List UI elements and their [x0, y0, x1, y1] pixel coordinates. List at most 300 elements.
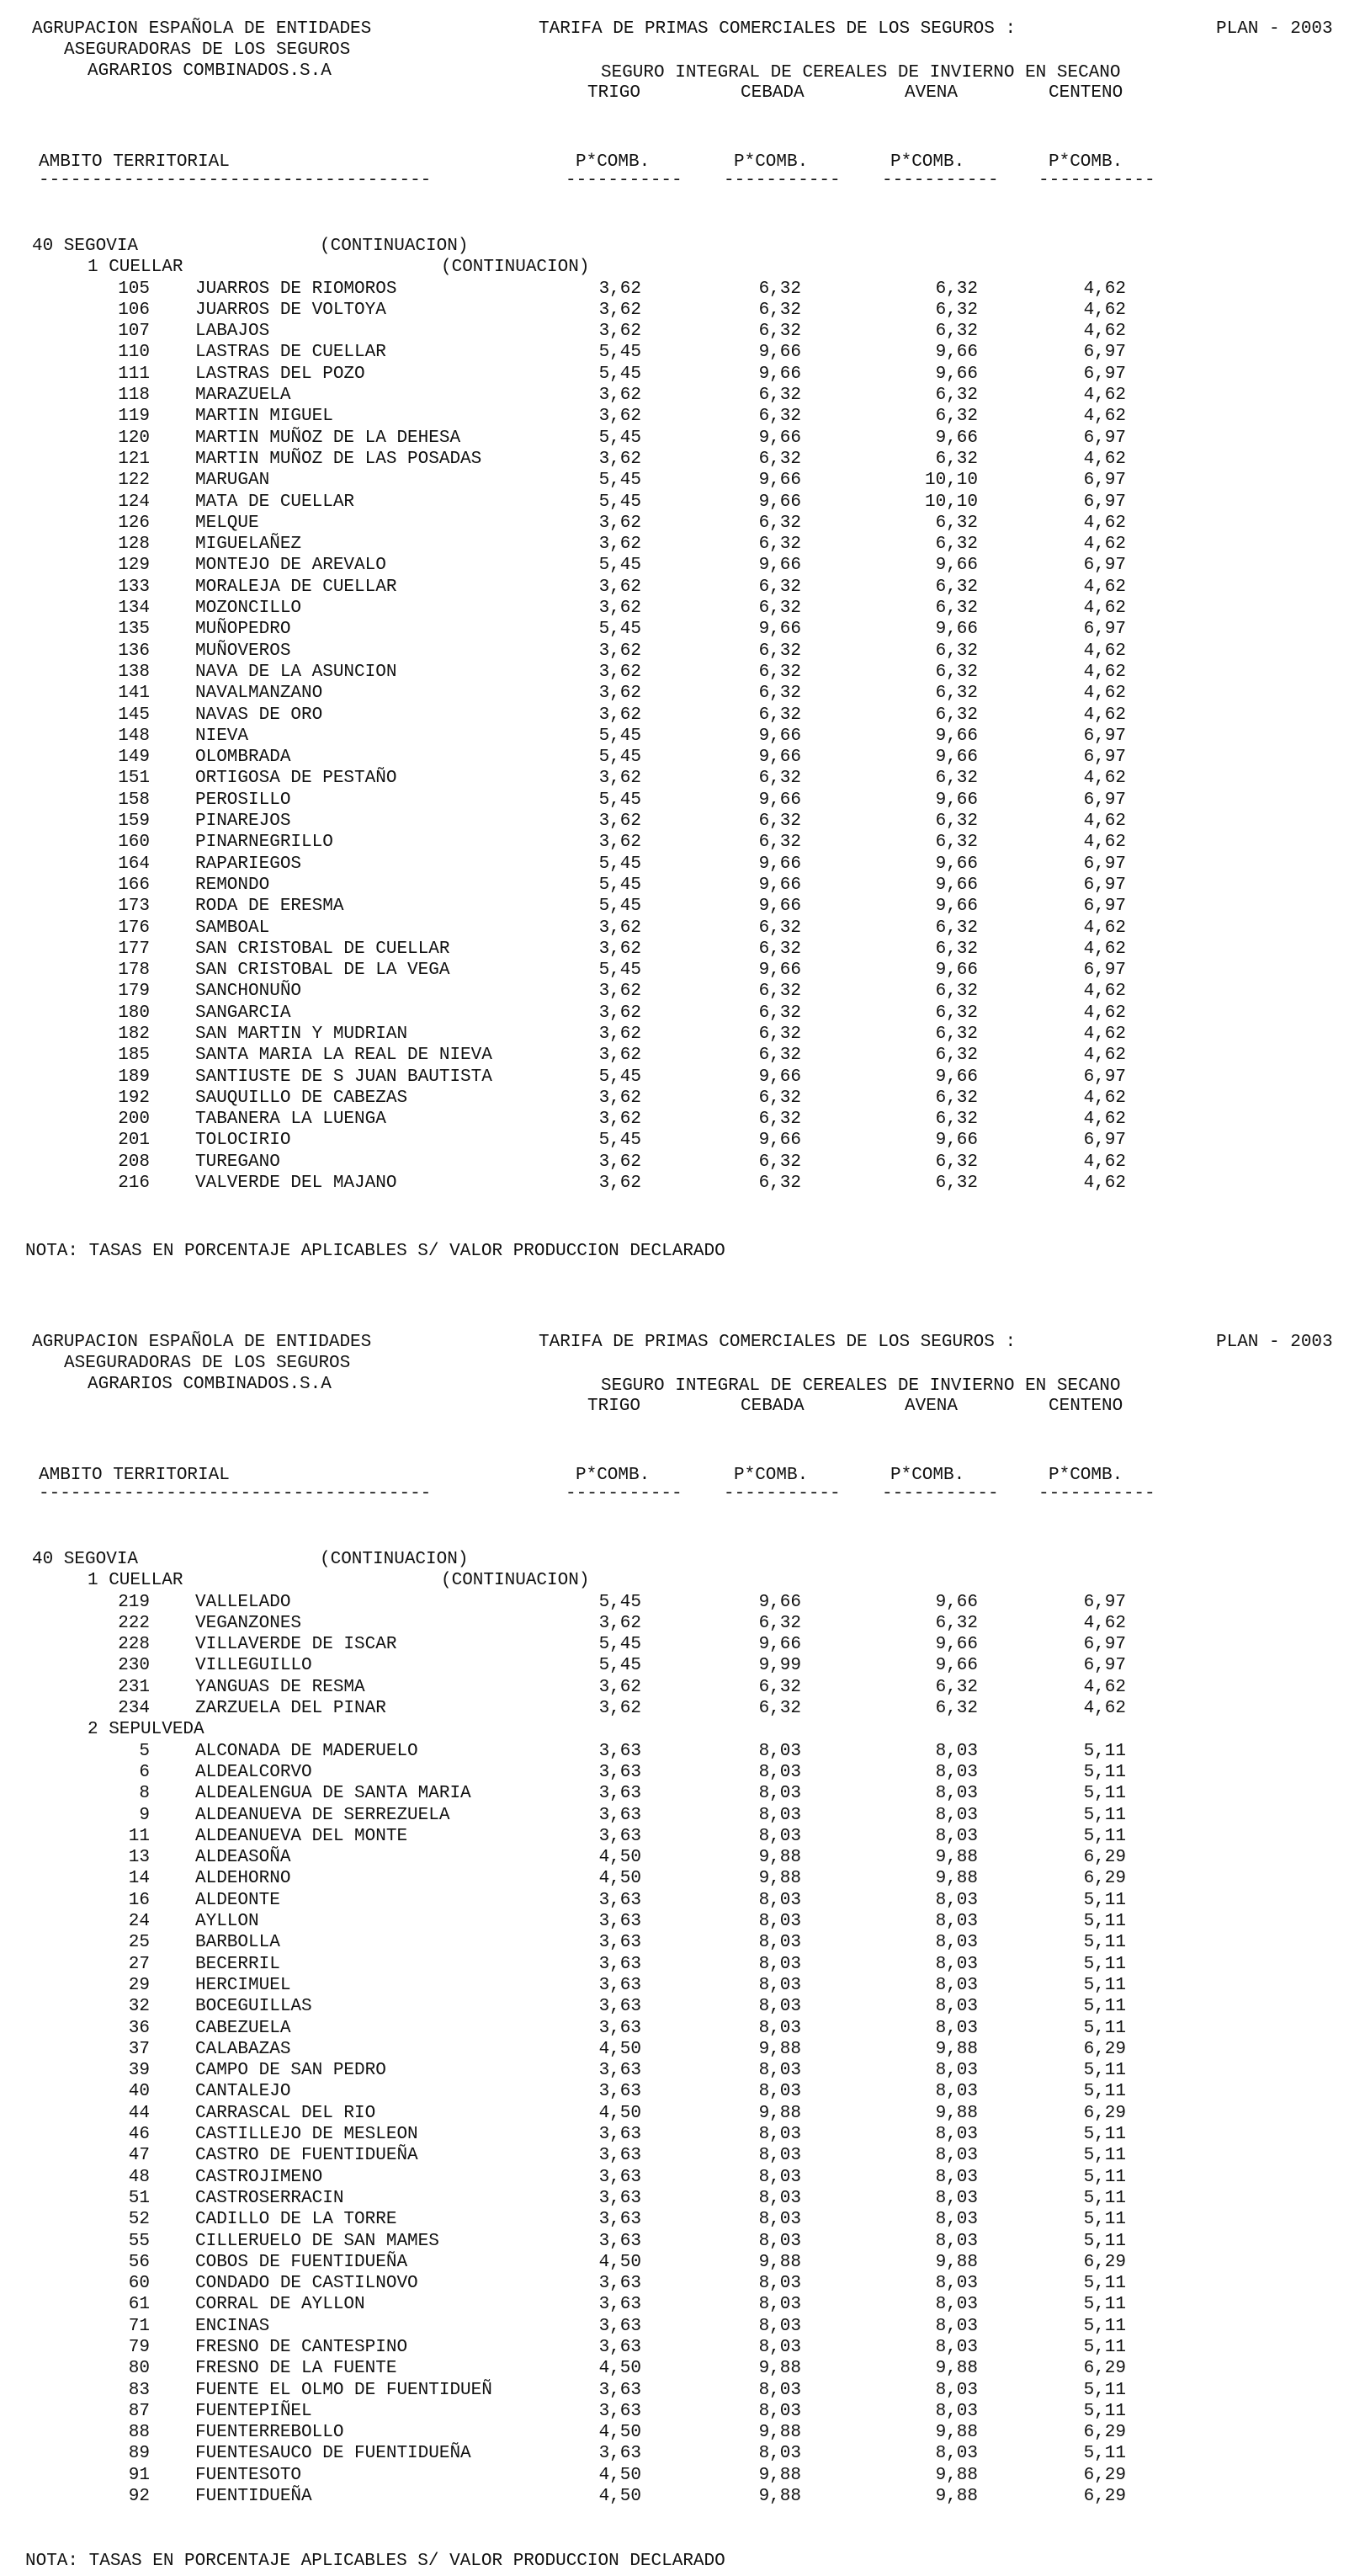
rate-avena: 8,03 [935, 2444, 978, 2464]
municipality-name: VILLAVERDE DE ISCAR [195, 1635, 397, 1655]
rate-trigo: 3,63 [598, 2082, 641, 2102]
rate-centeno: 4,62 [1083, 1110, 1126, 1130]
rate-avena: 6,32 [935, 1677, 978, 1697]
municipality-name: RAPARIEGOS [195, 854, 302, 874]
municipality-code: 105 [118, 279, 150, 299]
municipality-name: FUENTEPIÑEL [195, 2401, 312, 2421]
footnote: NOTA: TASAS EN PORCENTAJE APLICABLES S/ VALOR PRODUCCION DECLARADO [25, 2552, 725, 2571]
rate-cebada: 8,03 [758, 1933, 801, 1953]
table-row [0, 1868, 1365, 1889]
municipality-code: 6 [139, 1762, 150, 1782]
rate-avena: 9,66 [935, 1635, 978, 1655]
table-row [0, 2081, 1365, 2102]
table-row [0, 768, 1365, 789]
rate-trigo: 3,62 [598, 1677, 641, 1697]
crop-header-cebada: CEBADA [741, 83, 805, 103]
rate-avena: 6,32 [935, 449, 978, 469]
rate-cebada: 9,66 [758, 1635, 801, 1655]
rate-cebada: 8,03 [758, 2082, 801, 2102]
municipality-name: MUÑOVEROS [195, 641, 291, 661]
municipality-name: MARTIN MIGUEL [195, 407, 333, 427]
rate-avena: 9,66 [935, 897, 978, 917]
rate-avena: 6,32 [935, 1024, 978, 1044]
municipality-name: ALDEONTE [195, 1890, 280, 1910]
region-name: 2 SEPULVEDA [88, 1720, 204, 1740]
rate-avena: 8,03 [935, 2125, 978, 2145]
table-row [0, 2401, 1365, 2422]
rate-cebada: 9,88 [758, 1869, 801, 1889]
rate-centeno: 6,97 [1083, 854, 1126, 874]
header-rule: ----------- [724, 1484, 841, 1504]
rate-avena: 6,32 [935, 407, 978, 427]
rate-avena: 9,66 [935, 748, 978, 768]
rate-trigo: 3,62 [598, 1174, 641, 1194]
rate-avena: 8,03 [935, 1954, 978, 1974]
municipality-name: BOCEGUILLAS [195, 1997, 312, 2017]
rate-centeno: 5,11 [1083, 1954, 1126, 1974]
rate-avena: 9,66 [935, 875, 978, 895]
table-row [0, 2358, 1365, 2379]
rate-trigo: 3,62 [598, 1088, 641, 1108]
crop-header-centeno: CENTENO [1049, 1397, 1123, 1416]
tariff-page-2 [0, 1313, 1365, 2576]
rate-trigo: 3,62 [598, 982, 641, 1002]
rate-trigo: 3,63 [598, 2380, 641, 2400]
rate-avena: 9,66 [935, 726, 978, 746]
municipality-name: MUÑOPEDRO [195, 620, 291, 640]
rate-avena: 9,66 [935, 1131, 978, 1151]
region-row [0, 1719, 1365, 1740]
table-row [0, 2039, 1365, 2060]
table-row [0, 2294, 1365, 2315]
table-row [0, 2209, 1365, 2230]
rate-trigo: 3,62 [598, 812, 641, 832]
municipality-name: COBOS DE FUENTIDUEÑA [195, 2252, 408, 2272]
municipality-code: 71 [128, 2316, 150, 2336]
municipality-code: 159 [118, 812, 150, 832]
rate-centeno: 4,62 [1083, 982, 1126, 1002]
rate-centeno: 5,11 [1083, 1933, 1126, 1953]
rate-cebada: 9,66 [758, 471, 801, 491]
table-row [0, 960, 1365, 981]
rate-centeno: 4,62 [1083, 449, 1126, 469]
rate-cebada: 6,32 [758, 1152, 801, 1172]
rate-cebada: 8,03 [758, 1826, 801, 1846]
table-row [0, 2273, 1365, 2294]
municipality-name: BECERRIL [195, 1954, 280, 1974]
municipality-name: REMONDO [195, 875, 270, 895]
rate-centeno: 5,11 [1083, 1784, 1126, 1804]
rate-centeno: 6,29 [1083, 1869, 1126, 1889]
rate-cebada: 8,03 [758, 2316, 801, 2336]
rate-trigo: 3,62 [598, 1613, 641, 1633]
rate-cebada: 8,03 [758, 2188, 801, 2208]
rate-centeno: 5,11 [1083, 2188, 1126, 2208]
rate-trigo: 5,45 [598, 1592, 641, 1612]
rate-avena: 8,03 [935, 2401, 978, 2421]
rate-centeno: 5,11 [1083, 2401, 1126, 2421]
municipality-code: 27 [128, 1954, 150, 1974]
municipality-name: MELQUE [195, 513, 259, 533]
rate-trigo: 4,50 [598, 2487, 641, 2507]
municipality-name: ALCONADA DE MADERUELO [195, 1741, 418, 1761]
rate-avena: 6,32 [935, 641, 978, 661]
table-row [0, 1954, 1365, 1975]
rate-trigo: 5,45 [598, 556, 641, 576]
rate-centeno: 4,62 [1083, 684, 1126, 704]
rate-centeno: 6,29 [1083, 2039, 1126, 2059]
rate-avena: 8,03 [935, 2061, 978, 2081]
plan-label: PLAN - 2003 [1216, 1333, 1333, 1352]
header-rule: ----------- [882, 1484, 999, 1504]
municipality-name: MONTEJO DE AREVALO [195, 556, 386, 576]
col-header-pcomb: P*COMB. [734, 152, 809, 172]
municipality-code: 119 [118, 407, 150, 427]
rate-trigo: 3,63 [598, 2295, 641, 2315]
rate-cebada: 9,88 [758, 2103, 801, 2123]
rate-cebada: 6,32 [758, 513, 801, 533]
rate-cebada: 6,32 [758, 322, 801, 342]
table-row [0, 1762, 1365, 1783]
municipality-name: SAUQUILLO DE CABEZAS [195, 1088, 408, 1108]
rate-avena: 9,66 [935, 556, 978, 576]
insurance-subtitle: SEGURO INTEGRAL DE CEREALES DE INVIERNO EN SECANO [601, 63, 1121, 82]
municipality-code: 44 [128, 2103, 150, 2123]
rate-trigo: 3,63 [598, 2337, 641, 2357]
municipality-name: MARUGAN [195, 471, 270, 491]
rate-centeno: 5,11 [1083, 2146, 1126, 2166]
ambito-territorial-header: AMBITO TERRITORIAL [39, 1466, 230, 1485]
rate-cebada: 6,32 [758, 1046, 801, 1066]
rate-cebada: 8,03 [758, 2295, 801, 2315]
rate-avena: 9,88 [935, 2423, 978, 2443]
rate-cebada: 8,03 [758, 2401, 801, 2421]
municipality-code: 166 [118, 875, 150, 895]
table-row [0, 918, 1365, 939]
rate-centeno: 6,97 [1083, 364, 1126, 384]
rate-centeno: 5,11 [1083, 2231, 1126, 2251]
municipality-code: 216 [118, 1174, 150, 1194]
rate-cebada: 6,32 [758, 577, 801, 597]
rate-centeno: 6,97 [1083, 897, 1126, 917]
rate-trigo: 5,45 [598, 343, 641, 363]
municipality-code: 11 [128, 1826, 150, 1846]
rate-trigo: 3,62 [598, 939, 641, 959]
rate-avena: 6,32 [935, 684, 978, 704]
table-row [0, 1088, 1365, 1109]
rate-cebada: 6,32 [758, 407, 801, 427]
col-header-pcomb: P*COMB. [890, 152, 965, 172]
rate-trigo: 3,63 [598, 2146, 641, 2166]
municipality-name: FUENTERREBOLLO [195, 2423, 344, 2443]
table-row [0, 1173, 1365, 1194]
table-row [0, 577, 1365, 598]
municipality-code: 106 [118, 300, 150, 320]
rate-trigo: 3,62 [598, 1024, 641, 1044]
rate-centeno: 6,97 [1083, 471, 1126, 491]
rate-avena: 9,88 [935, 2487, 978, 2507]
table-row [0, 1152, 1365, 1173]
rate-cebada: 6,32 [758, 769, 801, 789]
rate-centeno: 4,62 [1083, 705, 1126, 725]
rate-trigo: 3,63 [598, 2125, 641, 2145]
municipality-name: NAVAS DE ORO [195, 705, 323, 725]
rate-avena: 10,10 [924, 492, 978, 512]
rate-centeno: 6,29 [1083, 2252, 1126, 2272]
table-row [0, 2380, 1365, 2401]
municipality-name: VILLEGUILLO [195, 1656, 312, 1676]
table-row [0, 2188, 1365, 2209]
municipality-code: 9 [139, 1805, 150, 1825]
header-rule: ----------- [1038, 1484, 1155, 1504]
document-title: TARIFA DE PRIMAS COMERCIALES DE LOS SEGUROS : [539, 19, 1017, 39]
rate-avena: 9,88 [935, 2039, 978, 2059]
rate-trigo: 3,63 [598, 1741, 641, 1761]
crop-header-avena: AVENA [905, 1397, 959, 1416]
municipality-name: SANTIUSTE DE S JUAN BAUTISTA [195, 1067, 492, 1087]
rate-cebada: 9,66 [758, 620, 801, 640]
table-row [0, 1932, 1365, 1953]
rate-cebada: 6,32 [758, 833, 801, 853]
rate-trigo: 4,50 [598, 2359, 641, 2379]
tariff-page-1 [0, 0, 1365, 1263]
rate-cebada: 6,32 [758, 1088, 801, 1108]
rate-trigo: 3,62 [598, 1699, 641, 1719]
municipality-name: LABAJOS [195, 322, 270, 342]
rate-trigo: 3,62 [598, 535, 641, 555]
rate-cebada: 9,66 [758, 961, 801, 981]
rate-centeno: 4,62 [1083, 577, 1126, 597]
municipality-name: ALDEALCORVO [195, 1762, 312, 1782]
rate-trigo: 3,62 [598, 662, 641, 682]
municipality-name: CADILLO DE LA TORRE [195, 2210, 397, 2230]
rate-centeno: 5,11 [1083, 1762, 1126, 1782]
rate-cebada: 9,66 [758, 1131, 801, 1151]
header-rule: ------------------------------------- [39, 171, 432, 190]
municipality-name: MARTIN MUÑOZ DE LAS POSADAS [195, 449, 482, 469]
col-header-pcomb: P*COMB. [1049, 1466, 1123, 1485]
rate-avena: 8,03 [935, 2188, 978, 2208]
table-row [0, 641, 1365, 662]
municipality-name: NAVALMANZANO [195, 684, 323, 704]
municipality-code: 230 [118, 1656, 150, 1676]
province-name: 40 SEGOVIA [32, 237, 139, 256]
region-name: 1 CUELLAR [88, 258, 183, 278]
table-row [0, 1698, 1365, 1719]
municipality-code: 149 [118, 748, 150, 768]
rate-avena: 6,32 [935, 662, 978, 682]
municipality-code: 164 [118, 854, 150, 874]
municipality-name: CALABAZAS [195, 2039, 291, 2059]
municipality-name: RODA DE ERESMA [195, 897, 344, 917]
municipality-code: 60 [128, 2274, 150, 2294]
table-row [0, 1003, 1365, 1024]
rate-centeno: 4,62 [1083, 641, 1126, 661]
rate-cebada: 6,32 [758, 386, 801, 406]
municipality-code: 228 [118, 1635, 150, 1655]
municipality-code: 16 [128, 1890, 150, 1910]
rate-cebada: 6,32 [758, 812, 801, 832]
document-title: TARIFA DE PRIMAS COMERCIALES DE LOS SEGUROS : [539, 1333, 1017, 1352]
rate-cebada: 8,03 [758, 1741, 801, 1761]
municipality-name: CARRASCAL DEL RIO [195, 2103, 376, 2123]
municipality-code: 32 [128, 1997, 150, 2017]
rate-trigo: 5,45 [598, 1131, 641, 1151]
municipality-name: MARAZUELA [195, 386, 291, 406]
rate-trigo: 3,63 [598, 1805, 641, 1825]
rate-centeno: 4,62 [1083, 300, 1126, 320]
municipality-name: MATA DE CUELLAR [195, 492, 355, 512]
municipality-name: CANTALEJO [195, 2082, 291, 2102]
rate-avena: 9,66 [935, 790, 978, 810]
rate-trigo: 3,63 [598, 1912, 641, 1932]
municipality-code: 46 [128, 2125, 150, 2145]
rate-cebada: 6,32 [758, 705, 801, 725]
table-row [0, 662, 1365, 683]
municipality-name: PINAREJOS [195, 812, 291, 832]
rate-avena: 6,32 [935, 577, 978, 597]
municipality-code: 160 [118, 833, 150, 853]
rate-centeno: 6,97 [1083, 1656, 1126, 1676]
rate-trigo: 3,63 [598, 2061, 641, 2081]
rate-avena: 8,03 [935, 2274, 978, 2294]
municipality-code: 14 [128, 1869, 150, 1889]
rate-trigo: 5,45 [598, 620, 641, 640]
rate-centeno: 6,97 [1083, 875, 1126, 895]
table-row [0, 1634, 1365, 1655]
rate-cebada: 9,88 [758, 2039, 801, 2059]
continuation-label: (CONTINUACION) [441, 258, 590, 278]
rate-centeno: 5,11 [1083, 1890, 1126, 1910]
municipality-name: JUARROS DE RIOMOROS [195, 279, 397, 299]
municipality-name: YANGUAS DE RESMA [195, 1677, 365, 1697]
table-row [0, 1613, 1365, 1634]
rate-cebada: 8,03 [758, 2167, 801, 2187]
rate-avena: 6,32 [935, 833, 978, 853]
rate-cebada: 9,66 [758, 428, 801, 448]
rate-cebada: 6,32 [758, 684, 801, 704]
rate-avena: 9,66 [935, 428, 978, 448]
rate-trigo: 3,63 [598, 1954, 641, 1974]
rate-cebada: 8,03 [758, 1784, 801, 1804]
rate-centeno: 6,29 [1083, 2487, 1126, 2507]
municipality-code: 13 [128, 1848, 150, 1868]
rate-cebada: 6,32 [758, 279, 801, 299]
table-row [0, 598, 1365, 619]
rate-centeno: 6,97 [1083, 428, 1126, 448]
table-row [0, 1045, 1365, 1066]
rate-avena: 6,32 [935, 1046, 978, 1066]
table-row [0, 1847, 1365, 1868]
table-row [0, 279, 1365, 300]
municipality-code: 121 [118, 449, 150, 469]
rate-avena: 8,03 [935, 2231, 978, 2251]
rate-avena: 8,03 [935, 1912, 978, 1932]
rate-trigo: 3,63 [598, 1933, 641, 1953]
rate-centeno: 4,62 [1083, 407, 1126, 427]
rate-avena: 8,03 [935, 2146, 978, 2166]
table-row [0, 705, 1365, 726]
rate-trigo: 3,62 [598, 386, 641, 406]
rate-trigo: 5,45 [598, 790, 641, 810]
table-row [0, 534, 1365, 555]
rate-cebada: 8,03 [758, 1762, 801, 1782]
rate-centeno: 4,62 [1083, 1174, 1126, 1194]
header-rule: ------------------------------------- [39, 1484, 432, 1504]
table-row [0, 513, 1365, 534]
municipality-name: FUENTESOTO [195, 2465, 302, 2485]
municipality-name: ALDEHORNO [195, 1869, 291, 1889]
header-rule: ----------- [566, 171, 682, 190]
rate-avena: 8,03 [935, 1762, 978, 1782]
table-row [0, 1109, 1365, 1130]
table-row [0, 832, 1365, 853]
rate-trigo: 4,50 [598, 2103, 641, 2123]
municipality-code: 29 [128, 1975, 150, 1995]
rate-trigo: 3,62 [598, 300, 641, 320]
rate-avena: 8,03 [935, 2316, 978, 2336]
rate-trigo: 5,45 [598, 1635, 641, 1655]
table-row [0, 300, 1365, 321]
rate-trigo: 5,45 [598, 875, 641, 895]
municipality-code: 126 [118, 513, 150, 533]
rate-trigo: 4,50 [598, 2423, 641, 2443]
rate-avena: 9,88 [935, 1869, 978, 1889]
rate-trigo: 3,63 [598, 2167, 641, 2187]
municipality-code: 25 [128, 1933, 150, 1953]
rate-cebada: 8,03 [758, 2444, 801, 2464]
municipality-name: ALDEANUEVA DE SERREZUELA [195, 1805, 450, 1825]
table-row [0, 2337, 1365, 2358]
rate-avena: 8,03 [935, 2167, 978, 2187]
municipality-name: VALVERDE DEL MAJANO [195, 1174, 397, 1194]
rate-trigo: 4,50 [598, 2252, 641, 2272]
rate-centeno: 4,62 [1083, 1613, 1126, 1633]
municipality-code: 177 [118, 939, 150, 959]
rate-trigo: 5,45 [598, 748, 641, 768]
rate-cebada: 6,32 [758, 449, 801, 469]
rate-centeno: 4,62 [1083, 918, 1126, 938]
rate-avena: 6,32 [935, 386, 978, 406]
rate-cebada: 6,32 [758, 939, 801, 959]
rate-avena: 9,66 [935, 620, 978, 640]
municipality-code: 136 [118, 641, 150, 661]
rate-avena: 8,03 [935, 2018, 978, 2038]
table-row [0, 2422, 1365, 2443]
table-row [0, 385, 1365, 406]
municipality-code: 179 [118, 982, 150, 1002]
municipality-name: NAVA DE LA ASUNCION [195, 662, 397, 682]
rate-avena: 8,03 [935, 2337, 978, 2357]
rate-centeno: 5,11 [1083, 1826, 1126, 1846]
rate-centeno: 6,97 [1083, 620, 1126, 640]
municipality-name: PEROSILLO [195, 790, 291, 810]
continuation-label: (CONTINUACION) [320, 237, 469, 256]
rate-trigo: 3,63 [598, 2018, 641, 2038]
rate-cebada: 8,03 [758, 1890, 801, 1910]
municipality-name: SANGARCIA [195, 1003, 291, 1023]
municipality-name: AYLLON [195, 1912, 259, 1932]
region-name: 1 CUELLAR [88, 1571, 183, 1591]
rate-cebada: 6,32 [758, 1677, 801, 1697]
rate-trigo: 3,63 [598, 1762, 641, 1782]
rate-avena: 9,88 [935, 2252, 978, 2272]
rate-avena: 6,32 [935, 1174, 978, 1194]
municipality-name: NIEVA [195, 726, 249, 746]
municipality-code: 173 [118, 897, 150, 917]
rate-cebada: 9,66 [758, 897, 801, 917]
rate-cebada: 6,32 [758, 1003, 801, 1023]
